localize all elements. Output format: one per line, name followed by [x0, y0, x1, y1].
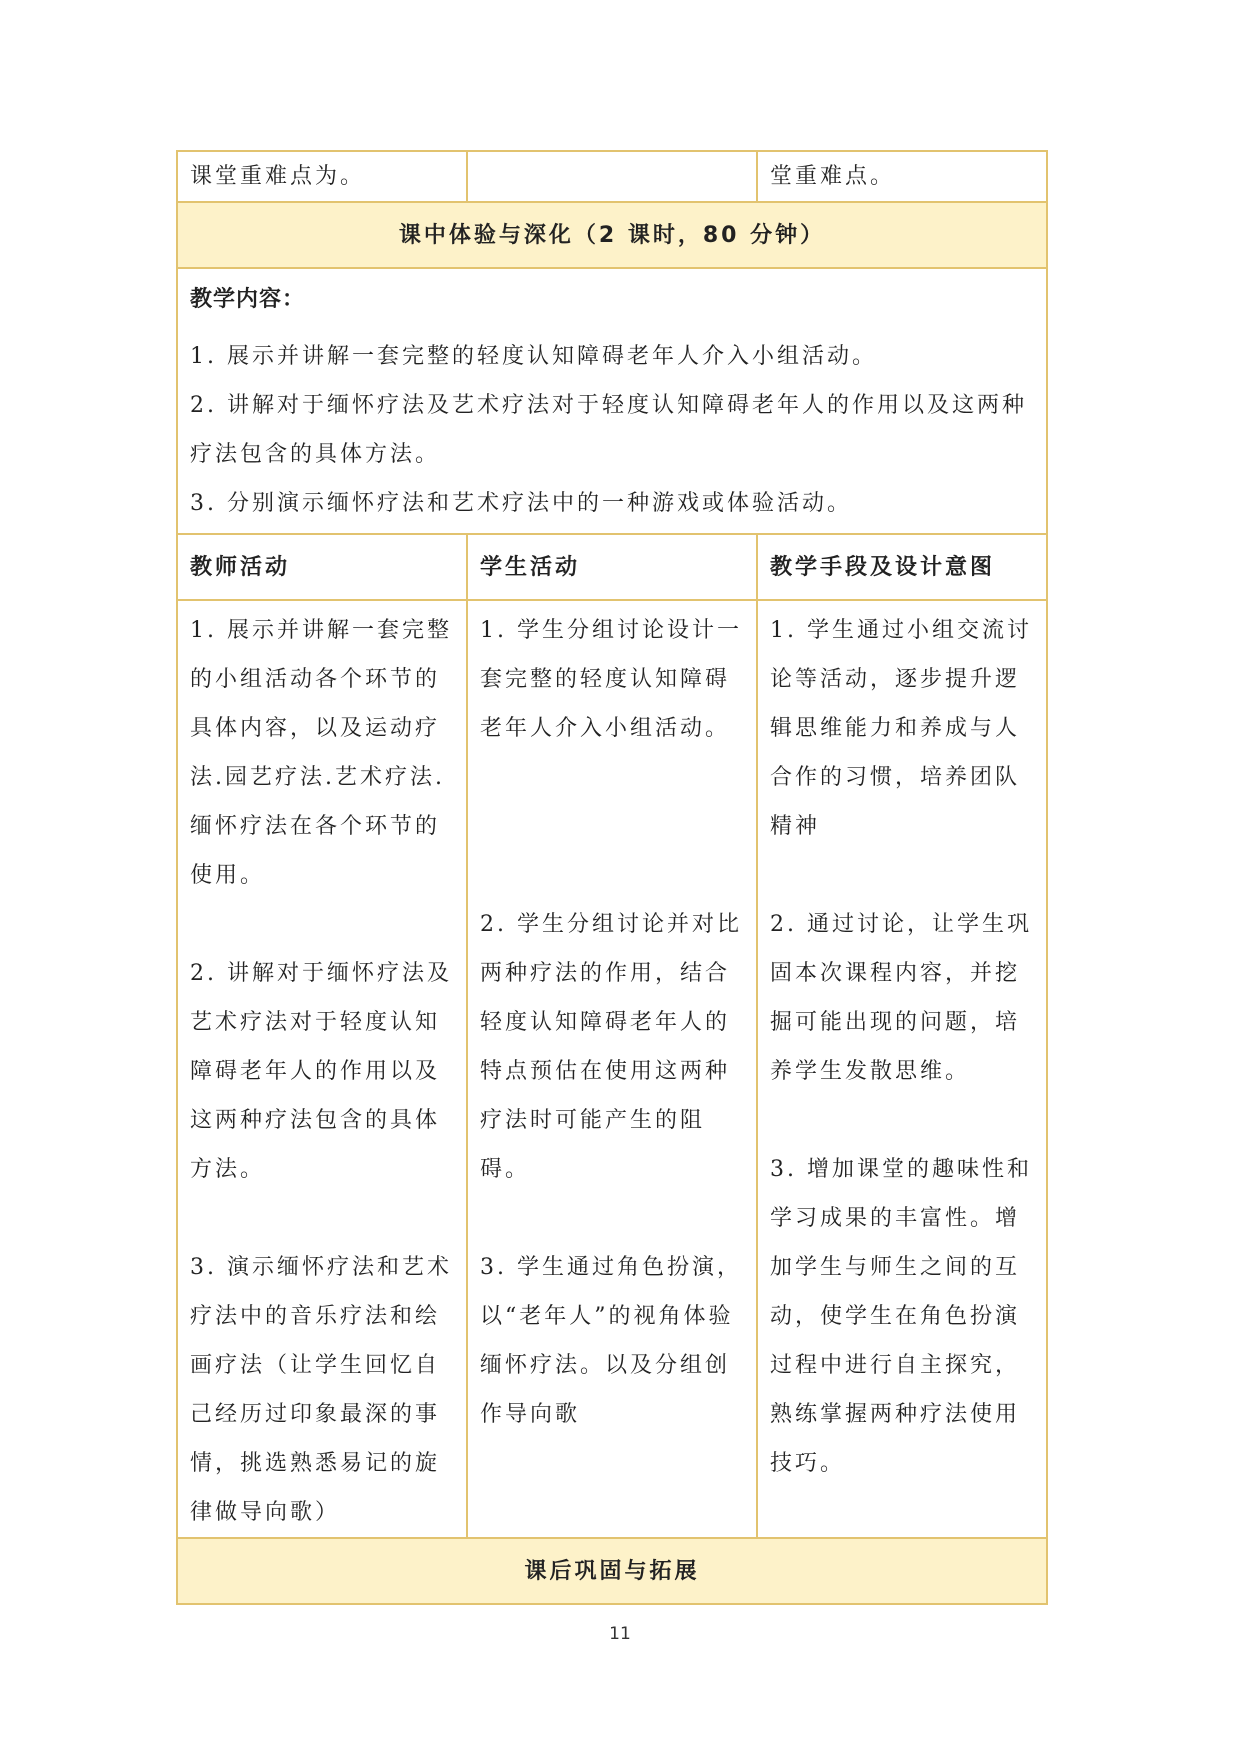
- column-header-row: [177, 534, 1047, 600]
- teacher-activity-item: 2. 讲解对于缅怀疗法及艺术疗法对于轻度认知障碍老年人的作用以及这两种疗法包含的具体方法。: [190, 961, 452, 1182]
- student-activity-item: 2. 学生分组讨论并对比两种疗法的作用，结合轻度认知障碍老年人的特点预估在使用这两种疗法时可能产生的阻碍。: [480, 912, 742, 1182]
- teaching-point: 1. 展示并讲解一套完整的轻度认知障碍老年人介入小组活动。: [190, 344, 877, 369]
- in-class-section-title: 课中体验与深化（2 课时，80 分钟）: [177, 202, 1047, 268]
- design-intent-item: 3. 增加课堂的趣味性和学习成果的丰富性。增加学生与师生之间的互动，使学生在角色扮演过程中进行自主探究，熟练掌握两种疗法使用技巧。: [770, 1157, 1032, 1476]
- teaching-point: 3. 分别演示缅怀疗法和艺术疗法中的一种游戏或体验活动。: [190, 491, 852, 516]
- teacher-activity-item: 1. 展示并讲解一套完整的小组活动各个环节的具体内容，以及运动疗法.园艺疗法.艺术疗法.缅怀疗法在各个环节的使用。: [190, 618, 452, 888]
- teacher-activity-item: 3. 演示缅怀疗法和艺术疗法中的音乐疗法和绘画疗法（让学生回忆自己经历过印象最深的事情，挑选熟悉易记的旋律做导向歌）: [190, 1255, 452, 1525]
- teacher-activity-header: 教师活动: [177, 534, 467, 600]
- in-class-section-header: [177, 202, 1047, 268]
- teaching-point: 2. 讲解对于缅怀疗法及艺术疗法对于轻度认知障碍老年人的作用以及这两种疗法包含的具体方法。: [190, 393, 1027, 467]
- after-class-section-header: [177, 1538, 1047, 1604]
- student-activity-item: 1. 学生分组讨论设计一套完整的轻度认知障碍老年人介入小组活动。: [480, 618, 742, 741]
- student-activity-item: 3. 学生通过角色扮演，以“老年人”的视角体验缅怀疗法。以及分组创作导向歌: [480, 1255, 742, 1427]
- design-intent-item: 1. 学生通过小组交流讨论等活动，逐步提升逻辑思维能力和养成与人合作的习惯，培养团队精神: [770, 618, 1032, 839]
- continued-design-cell: 堂重难点。: [757, 151, 1047, 202]
- student-activity-cell: [467, 600, 757, 1538]
- after-class-section-title: 课后巩固与拓展: [177, 1538, 1047, 1604]
- continued-row: [177, 151, 1047, 202]
- design-intent-item: 2. 通过讨论，让学生巩固本次课程内容，并挖掘可能出现的问题，培养学生发散思维。: [770, 912, 1032, 1084]
- page-number: 11: [609, 1624, 631, 1644]
- teaching-content-cell: [177, 268, 1047, 534]
- lesson-plan-table: [176, 150, 1048, 1605]
- design-intent-cell: [757, 600, 1047, 1538]
- student-activity-header: 学生活动: [467, 534, 757, 600]
- design-intent-header: 教学手段及设计意图: [757, 534, 1047, 600]
- continued-teacher-cell: 课堂重难点为。: [177, 151, 467, 202]
- teaching-content-title: 教学内容：: [190, 287, 306, 312]
- continued-student-cell: [467, 151, 757, 202]
- teaching-content-row: [177, 268, 1047, 534]
- activities-row: [177, 600, 1047, 1538]
- teacher-activity-cell: [177, 600, 467, 1538]
